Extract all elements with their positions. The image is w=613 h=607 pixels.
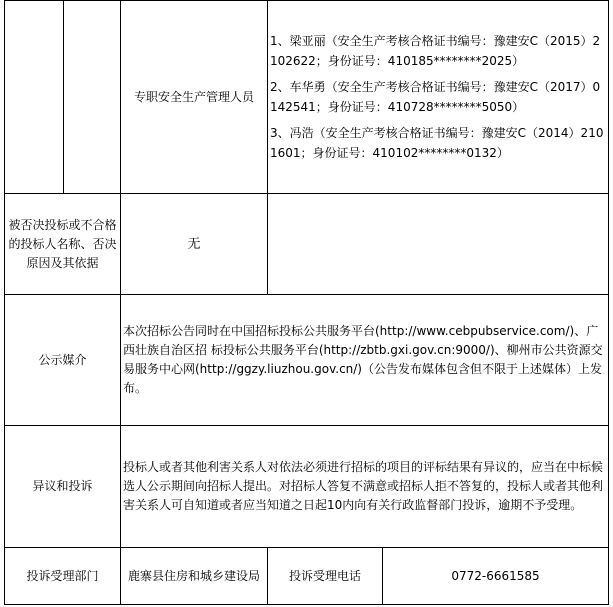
staff-row — [5, 1, 609, 194]
complaint-dept-value: 鹿寨县住房和城乡建设局 — [121, 548, 268, 605]
complaint-row — [5, 548, 609, 605]
complaint-phone-cell — [268, 548, 609, 605]
notice-table — [4, 0, 609, 605]
complaint-phone-value: 0772-6661585 — [451, 568, 540, 583]
staff-person-1: 1、梁亚丽（安全生产考核合格证书编号：豫建安C（2015）2102622；身份证号：410185********2025） — [270, 34, 601, 68]
rejected-blank-cell — [268, 194, 609, 295]
staff-blank-cell-2 — [64, 1, 121, 194]
staff-label: 专职安全生产管理人员 — [121, 1, 268, 194]
media-text: 本次招标公告同时在中国招标投标公共服务平台(http://www.cebpubservice.com/)、广西壮族自治区招 标投标公共服务平台(http://zbtb.gxi.gov.cn:9000/)、柳州市公共资源交易服务中心网(http://ggzy.liuzhou.gov.cn/)（公告发布媒体包含但不限于上述媒体）上发布。 — [121, 295, 609, 426]
rejected-row — [5, 194, 609, 295]
media-label: 公示媒介 — [5, 295, 121, 426]
rejected-label: 被否决投标或不合格的投标人名称、否决原因及其依据 — [5, 194, 121, 295]
rejected-value: 无 — [121, 194, 268, 295]
staff-blank-cell-1 — [5, 1, 64, 194]
objection-text: 投标人或者其他利害关系人对依法必须进行招标的项目的评标结果有异议的，应当在中标候选人公示期间向招标人提出。对招标人答复不满意或招标人拒不答复的，投标人或者其他利害关系人可自知道或者应当知道之日起10内向有关行政监督部门投诉，逾期不予受理。 — [121, 426, 609, 548]
staff-person-3: 3、冯浩（安全生产考核合格证书编号：豫建安C（2014）2101601；身份证号：410102********0132） — [270, 126, 604, 160]
complaint-dept-label: 投诉受理部门 — [5, 548, 121, 605]
complaint-phone-label: 投诉受理电话 — [268, 548, 383, 604]
objection-label: 异议和投诉 — [5, 426, 121, 548]
staff-list-cell — [268, 1, 609, 194]
media-row — [5, 295, 609, 426]
objection-row — [5, 426, 609, 548]
staff-person-2: 2、车华勇（安全生产考核合格证书编号：豫建安C（2017）0142541；身份证号：410728********5050） — [270, 80, 601, 114]
